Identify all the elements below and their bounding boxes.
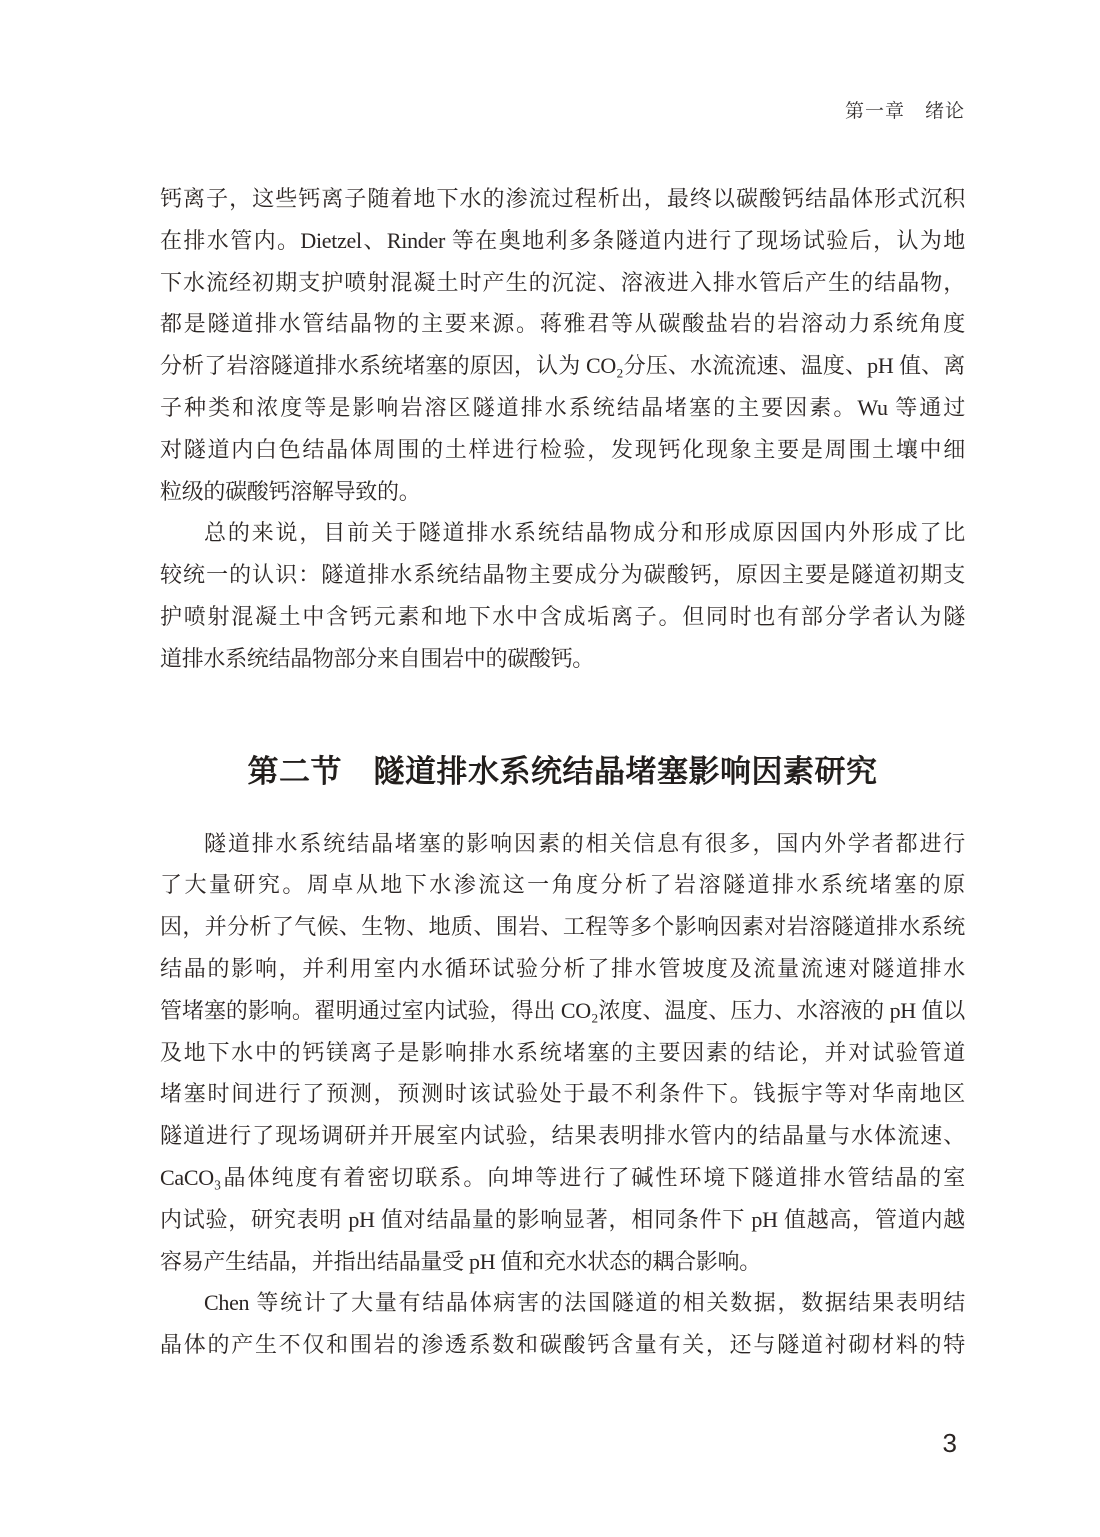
text-line: 堵塞时间进行了预测，预测时该试验处于最不利条件下。钱振宇等对华南地区 xyxy=(160,1081,965,1107)
text-line: 道排水系统结晶物部分来自围岩中的碳酸钙。 xyxy=(160,645,595,671)
text-line: 了大量研究。周卓从地下水渗流这一角度分析了岩溶隧道排水系统堵塞的原 xyxy=(160,872,965,898)
text-line: 都是隧道排水管结晶物的主要来源。蒋雅君等从碳酸盐岩的岩溶动力系统角度 xyxy=(160,311,965,337)
text-line: 隧道排水系统结晶堵塞的影响因素的相关信息有很多，国内外学者都进行 xyxy=(204,830,965,856)
text-line: 钙离子，这些钙离子随着地下水的渗流过程析出，最终以碳酸钙结晶体形式沉积 xyxy=(160,186,965,211)
text-line: 隧道进行了现场调研并开展室内试验，结果表明排水管内的结晶量与水体流速、 xyxy=(160,1123,965,1149)
page-number xyxy=(160,1428,965,1458)
text-line: 在排水管内。Dietzel、Rinder 等在奥地利多条隧道内进行了现场试验后，认为地 xyxy=(160,227,965,253)
text-line: 内试验，研究表明 pH 值对结晶量的影响显著，相同条件下 pH 值越高，管道内越 xyxy=(160,1206,965,1232)
text-line: 容易产生结晶，并指出结晶量受 pH 值和充水状态的耦合影响。 xyxy=(160,1248,761,1274)
section-heading: 第二节 隧道排水系统结晶堵塞影响因素研究 xyxy=(247,753,878,789)
text-line: 对隧道内白色结晶体周围的土样进行检验，发现钙化现象主要是周围土壤中细 xyxy=(160,436,965,462)
text-line: CaCO₃晶体纯度有着密切联系。向坤等进行了碱性环境下隧道排水管结晶的室 xyxy=(160,1164,965,1190)
page-body xyxy=(160,178,965,1366)
text-line: 护喷射混凝土中含钙元素和地下水中含成垢离子。但同时也有部分学者认为隧 xyxy=(160,603,965,629)
text-line: 粒级的碳酸钙溶解导致的。 xyxy=(160,478,421,504)
text-line: 总的来说，目前关于隧道排水系统结晶物成分和形成原因国内外形成了比 xyxy=(204,520,965,546)
text-line: Chen 等统计了大量有结晶体病害的法国隧道的相关数据，数据结果表明结 xyxy=(204,1290,965,1316)
text-line: 分析了岩溶隧道排水系统堵塞的原因，认为 CO₂分压、水流流速、温度、pH 值、离 xyxy=(160,353,965,379)
text-line: 管堵塞的影响。翟明通过室内试验，得出 CO₂浓度、温度、压力、水溶液的 pH 值以 xyxy=(160,997,965,1023)
text-line: 结晶的影响，并利用室内水循环试验分析了排水管坡度及流量流速对隧道排水 xyxy=(160,955,965,981)
text-line: 晶体的产生不仅和围岩的渗透系数和碳酸钙含量有关，还与隧道衬砌材料的特 xyxy=(160,1332,965,1358)
page-number-value: 3 xyxy=(942,1428,957,1458)
text-line: 及地下水中的钙镁离子是影响排水系统堵塞的主要因素的结论，并对试验管道 xyxy=(160,1039,965,1065)
text-line: 较统一的认识：隧道排水系统结晶物主要成分为碳酸钙，原因主要是隧道初期支 xyxy=(160,562,965,588)
text-line: 因，并分析了气候、生物、地质、围岩、工程等多个影响因素对岩溶隧道排水系统 xyxy=(160,914,965,940)
text-line: 子种类和浓度等是影响岩溶区隧道排水系统结晶堵塞的主要因素。Wu 等通过 xyxy=(160,394,965,420)
text-line: 下水流经初期支护喷射混凝土时产生的沉淀、溶液进入排水管后产生的结晶物， xyxy=(160,269,965,295)
running-header-chapter: 第一章 绪论 xyxy=(844,101,965,122)
